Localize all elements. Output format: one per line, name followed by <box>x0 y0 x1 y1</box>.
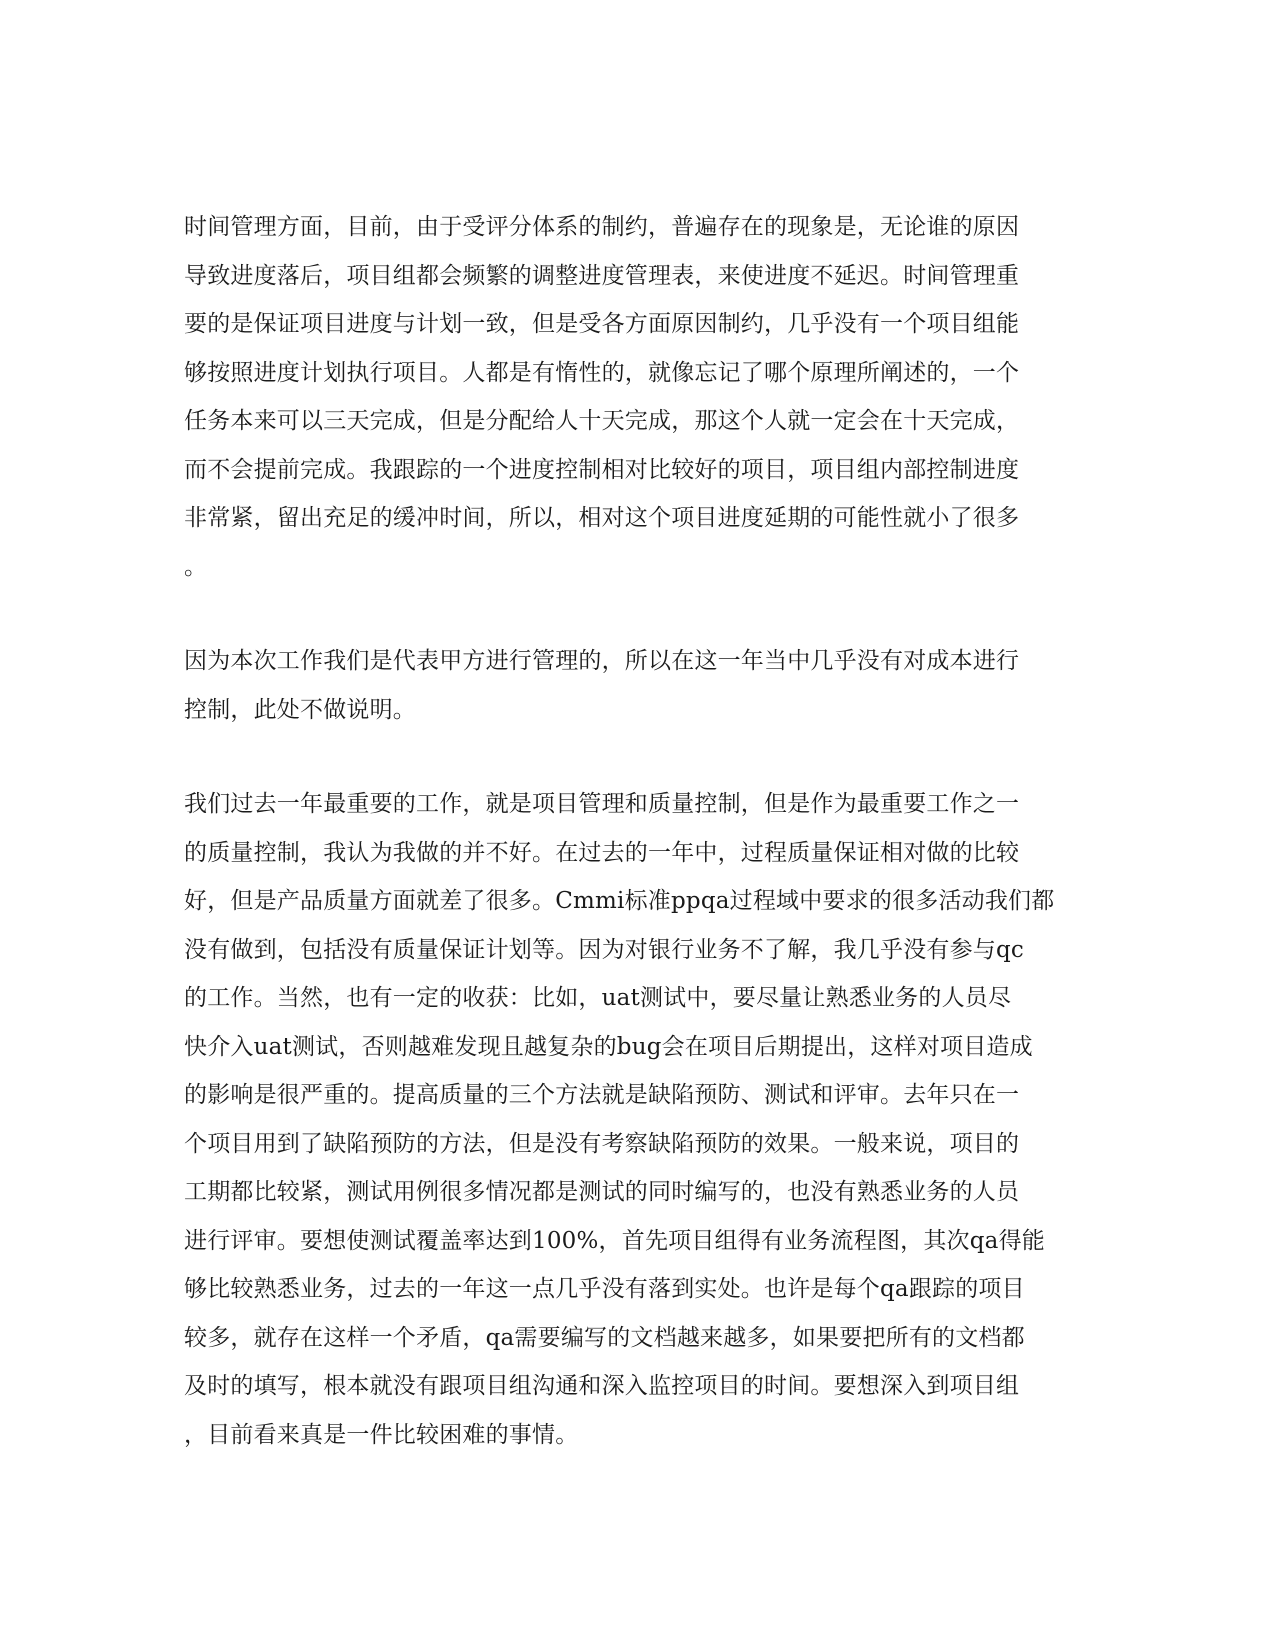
text-line: 及时的填写，根本就没有跟项目组沟通和深入监控项目的时间。要想深入到项目组 <box>184 1373 1020 1399</box>
text-line: 没有做到，包括没有质量保证计划等。因为对银行业务不了解，我几乎没有参与qc <box>184 936 1025 963</box>
text-line: 因为本次工作我们是代表甲方进行管理的，所以在这一年当中几乎没有对成本进行 <box>184 648 1020 674</box>
text-line: 进行评审。要想使测试覆盖率达到100%，首先项目组得有业务流程图，其次qa得能 <box>184 1227 1045 1254</box>
text-line: 而不会提前完成。我跟踪的一个进度控制相对比较好的项目，项目组内部控制进度 <box>184 456 1020 483</box>
document-body <box>184 203 1092 1459</box>
text-line: 的影响是很严重的。提高质量的三个方法就是缺陷预防、测试和评审。去年只在一 <box>184 1082 1020 1108</box>
text-line: 好，但是产品质量方面就差了很多。Cmmi标准ppqa过程域中要求的很多活动我们都 <box>184 888 1055 914</box>
text-line: 导致进度落后，项目组都会频繁的调整进度管理表，来使进度不延迟。时间管理重 <box>184 262 1020 289</box>
text-line: ，目前看来真是一件比较困难的事情。 <box>184 1421 579 1448</box>
text-line: 够按照进度计划执行项目。人都是有惰性的，就像忘记了哪个原理所阐述的，一个 <box>184 359 1020 386</box>
text-line: 。 <box>184 553 208 580</box>
paragraph-quality-control <box>184 780 1092 1459</box>
text-line: 快介入uat测试，否则越难发现且越复杂的bug会在项目后期提出，这样对项目造成 <box>184 1033 1033 1060</box>
text-line: 够比较熟悉业务，过去的一年这一点几乎没有落到实处。也许是每个qa跟踪的项目 <box>184 1276 1025 1302</box>
text-line: 时间管理方面，目前，由于受评分体系的制约，普遍存在的现象是，无论谁的原因 <box>184 214 1020 240</box>
paragraph-cost-control <box>184 637 1092 734</box>
text-line: 控制，此处不做说明。 <box>184 696 416 723</box>
paragraph-time-management <box>184 203 1092 591</box>
text-line: 较多，就存在这样一个矛盾，qa需要编写的文档越来越多，如果要把所有的文档都 <box>184 1324 1025 1351</box>
text-line: 非常紧，留出充足的缓冲时间，所以，相对这个项目进度延期的可能性就小了很多 <box>184 505 1020 531</box>
text-line: 任务本来可以三天完成，但是分配给人十天完成，那这个人就一定会在十天完成， <box>184 408 1020 434</box>
text-line: 个项目用到了缺陷预防的方法，但是没有考察缺陷预防的效果。一般来说，项目的 <box>184 1130 1020 1157</box>
text-line: 我们过去一年最重要的工作，就是项目管理和质量控制，但是作为最重要工作之一 <box>184 791 1020 817</box>
text-line: 要的是保证项目进度与计划一致，但是受各方面原因制约，几乎没有一个项目组能 <box>184 311 1020 337</box>
text-line: 的质量控制，我认为我做的并不好。在过去的一年中，过程质量保证相对做的比较 <box>184 839 1020 866</box>
text-line: 工期都比较紧，测试用例很多情况都是测试的同时编写的，也没有熟悉业务的人员 <box>184 1179 1020 1205</box>
text-line: 的工作。当然，也有一定的收获：比如，uat测试中，要尽量让熟悉业务的人员尽 <box>184 985 1012 1011</box>
